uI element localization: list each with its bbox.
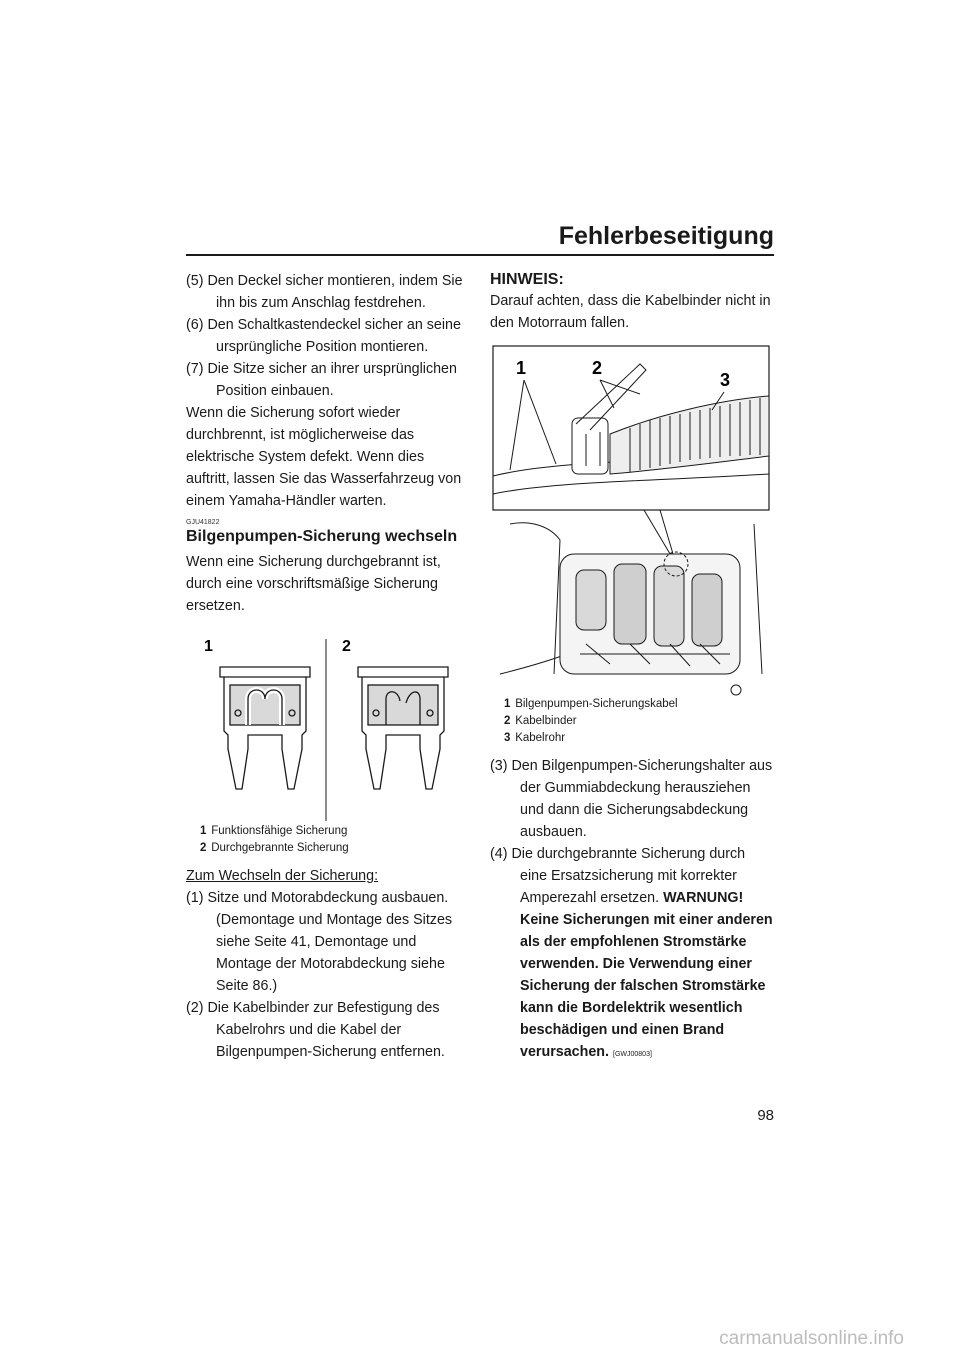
fig-label-2: 2 <box>342 638 351 655</box>
engine-bay-drawing <box>500 523 762 695</box>
warning-text: WARNUNG! Keine Sicherungen mit einer anderen als der empfohlenen Stromstärke verwenden. Die Verwendung einer Sicherung der falschen Stromstärke kann die Bordelektrik wesentlich beschädigen und einen Brand verursachen. <box>520 890 773 1060</box>
section-code: GJU41822 <box>186 519 220 526</box>
fuse-figure <box>186 631 468 831</box>
step-4 <box>490 843 774 1066</box>
fuse-blown-icon <box>358 667 448 789</box>
warning-code: [GWJ00803] <box>613 1051 652 1058</box>
fuse-intact-icon <box>220 667 310 789</box>
fig-label-2: 2 <box>592 358 603 378</box>
paragraph-defect: Wenn die Sicherung sofort wieder durchbrennt, ist möglicherweise das elektrische System defekt. Wenn dies auftritt, lassen Sie das Wasserfahrzeug von einem Yamaha-Händler warten. <box>186 405 462 509</box>
legend-text: Kabelrohr <box>515 732 566 744</box>
note-heading: HINWEIS: <box>490 271 564 288</box>
page-title: Fehlerbeseitigung <box>558 222 774 250</box>
legend-num: 2 <box>200 842 207 854</box>
watermark: carmanualsonline.info <box>719 1328 904 1349</box>
left-column <box>186 270 468 1063</box>
legend-num: 1 <box>504 698 511 710</box>
section-intro: Wenn eine Sicherung durchgebrannt ist, durch eine vorschriftsmäßige Sicherung ersetzen. <box>186 554 441 614</box>
step-1: (1) Sitze und Motorabdeckung ausbauen. (Demontage und Montage des Sitzes siehe Seite 41, Demontage und Montage der Motorabdeckung siehe Seite 86.) <box>186 890 453 994</box>
fig-label-1: 1 <box>204 638 213 655</box>
step-2: (2) Die Kabelbinder zur Befestigung des Kabelrohrs und die Kabel der Bilgenpumpen-Sicherung entfernen. <box>186 1000 445 1060</box>
step-5: (5) Den Deckel sicher montieren, indem Sie ihn bis zum Anschlag festdrehen. <box>186 273 463 311</box>
note-text: Darauf achten, dass die Kabelbinder nicht in den Motorraum fallen. <box>490 293 771 331</box>
legend-text: Durchgebrannte Sicherung <box>211 842 349 854</box>
page-number: 98 <box>757 1107 774 1124</box>
right-column <box>490 270 774 1066</box>
bilge-fuse-illustration <box>490 344 774 706</box>
step-6: (6) Den Schaltkastendeckel sicher an seine ursprüngliche Position montieren. <box>186 317 461 355</box>
legend-text: Kabelbinder <box>515 715 577 727</box>
legend-text: Funktionsfähige Sicherung <box>211 825 348 837</box>
procedure-heading: Zum Wechseln der Sicherung: <box>186 868 379 884</box>
fuse-illustration <box>186 631 468 831</box>
step-3: (3) Den Bilgenpumpen-Sicherungshalter aus der Gummiabdeckung herausziehen und dann die Sicherungsabdeckung ausbauen. <box>490 758 773 840</box>
legend-text: Bilgenpumpen-Sicherungskabel <box>515 698 678 710</box>
fig-label-3: 3 <box>720 370 731 390</box>
fig-label-1: 1 <box>516 358 527 378</box>
step-7: (7) Die Sitze sicher an ihrer ursprünglichen Position einbauen. <box>186 361 457 399</box>
legend-num: 2 <box>504 715 511 727</box>
bilge-fuse-figure <box>490 344 774 706</box>
header-rule <box>186 254 774 256</box>
section-title: Bilgenpumpen-Sicherung wechseln <box>186 528 458 545</box>
legend-num: 1 <box>200 825 207 837</box>
step-4-text: (4) Die durchgebrannte Sicherung durch eine Ersatzsicherung mit korrekter Amperezahl ersetzen. <box>490 846 746 906</box>
legend-num: 3 <box>504 732 511 744</box>
